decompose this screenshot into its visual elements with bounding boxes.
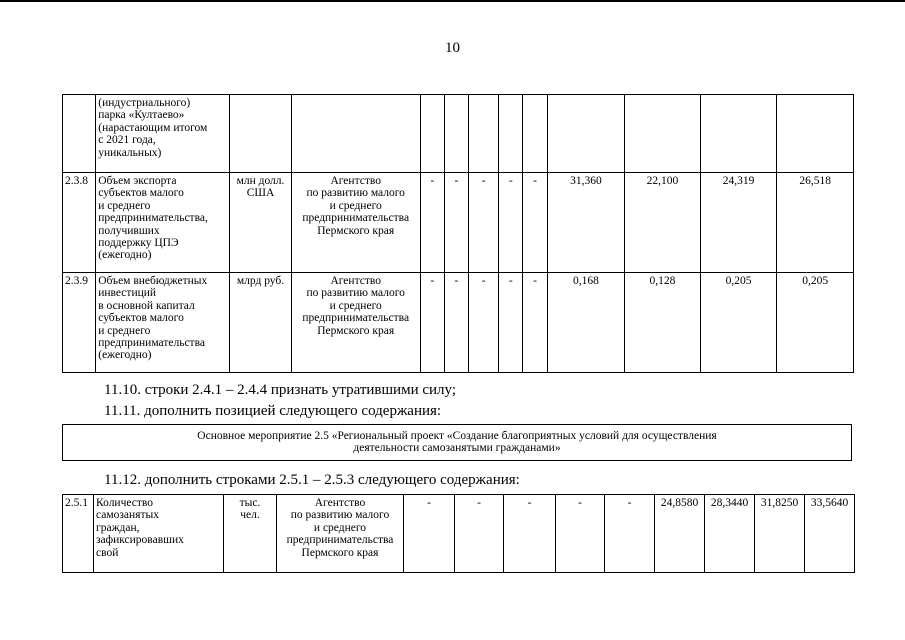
- value-cell: 24,8580: [655, 495, 705, 573]
- year-cell: -: [444, 273, 468, 373]
- year-cell: -: [499, 173, 523, 273]
- value-cell: 22,100: [625, 173, 701, 273]
- table-row: [63, 173, 854, 273]
- value-cell: 0,205: [700, 273, 777, 373]
- row-number: [63, 95, 96, 173]
- new-rows-table: [62, 494, 855, 573]
- year-cell: -: [469, 173, 499, 273]
- paragraph-11-12: 11.12. дополнить строками 2.5.1 – 2.5.3 следующего содержания:: [104, 472, 520, 488]
- year-cell: -: [469, 273, 499, 373]
- row-number: 2.3.9: [63, 273, 96, 373]
- value-cell: 0,128: [625, 273, 701, 373]
- year-cell: [499, 95, 523, 173]
- year-cell: -: [444, 173, 468, 273]
- table-row: [63, 95, 854, 173]
- year-cell: [444, 95, 468, 173]
- table-row: [63, 495, 855, 573]
- year-cell: -: [455, 495, 504, 573]
- value-cell: 24,319: [700, 173, 777, 273]
- table-row: [63, 273, 854, 373]
- value-cell: 28,3440: [705, 495, 755, 573]
- paragraph-11-11: 11.11. дополнить позицией следующего содержания:: [104, 403, 442, 419]
- row-number: 2.5.1: [63, 495, 94, 573]
- main-event-line-1: Основное мероприятие 2.5 «Региональный проект «Создание благоприятных условий для осуществления: [197, 430, 717, 442]
- value-cell: [777, 95, 854, 173]
- agency-cell: Агентство по развитию малого и среднего предпринимательства Пермского края: [291, 173, 420, 273]
- year-cell: -: [556, 495, 605, 573]
- agency-cell: Агентство по развитию малого и среднего предпринимательства Пермского края: [291, 273, 420, 373]
- value-cell: 0,205: [777, 273, 854, 373]
- year-cell: -: [523, 273, 547, 373]
- year-cell: [523, 95, 547, 173]
- value-cell: [625, 95, 701, 173]
- unit-cell: [230, 95, 291, 173]
- year-cell: -: [404, 495, 455, 573]
- indicator-name: Объем внебюджетных инвестиций в основной капитал субъектов малого и среднего предпринимательства (ежегодно): [96, 273, 230, 373]
- page-number: 10: [445, 40, 460, 56]
- indicator-name: Объем экспорта субъектов малого и среднего предпринимательства, получивших поддержку ЦПЭ (ежегодно): [96, 173, 230, 273]
- top-border-line: [0, 0, 905, 2]
- year-cell: -: [420, 173, 444, 273]
- year-cell: [420, 95, 444, 173]
- unit-cell: тыс. чел.: [224, 495, 277, 573]
- value-cell: 31,8250: [755, 495, 805, 573]
- value-cell: 31,360: [547, 173, 625, 273]
- agency-cell: [291, 95, 420, 173]
- year-cell: [469, 95, 499, 173]
- year-cell: -: [499, 273, 523, 373]
- value-cell: [547, 95, 625, 173]
- year-cell: -: [523, 173, 547, 273]
- unit-cell: млн долл. США: [230, 173, 291, 273]
- paragraph-11-10: 11.10. строки 2.4.1 – 2.4.4 признать утратившими силу;: [104, 382, 456, 398]
- value-cell: [700, 95, 777, 173]
- main-event-line-2: деятельности самозанятыми гражданами»: [353, 442, 561, 455]
- main-event-box: [62, 424, 852, 461]
- value-cell: 0,168: [547, 273, 625, 373]
- indicator-name: Количество самозанятых граждан, зафиксировавших свой: [94, 495, 224, 573]
- year-cell: -: [420, 273, 444, 373]
- indicators-table: [62, 94, 854, 373]
- indicator-name: (индустриального) парка «Култаево» (нарастающим итогом с 2021 года, уникальных): [96, 95, 230, 173]
- row-number: 2.3.8: [63, 173, 96, 273]
- year-cell: -: [504, 495, 556, 573]
- unit-cell: млрд руб.: [230, 273, 291, 373]
- value-cell: 33,5640: [805, 495, 855, 573]
- year-cell: -: [605, 495, 655, 573]
- value-cell: 26,518: [777, 173, 854, 273]
- agency-cell: Агентство по развитию малого и среднего предпринимательства Пермского края: [277, 495, 404, 573]
